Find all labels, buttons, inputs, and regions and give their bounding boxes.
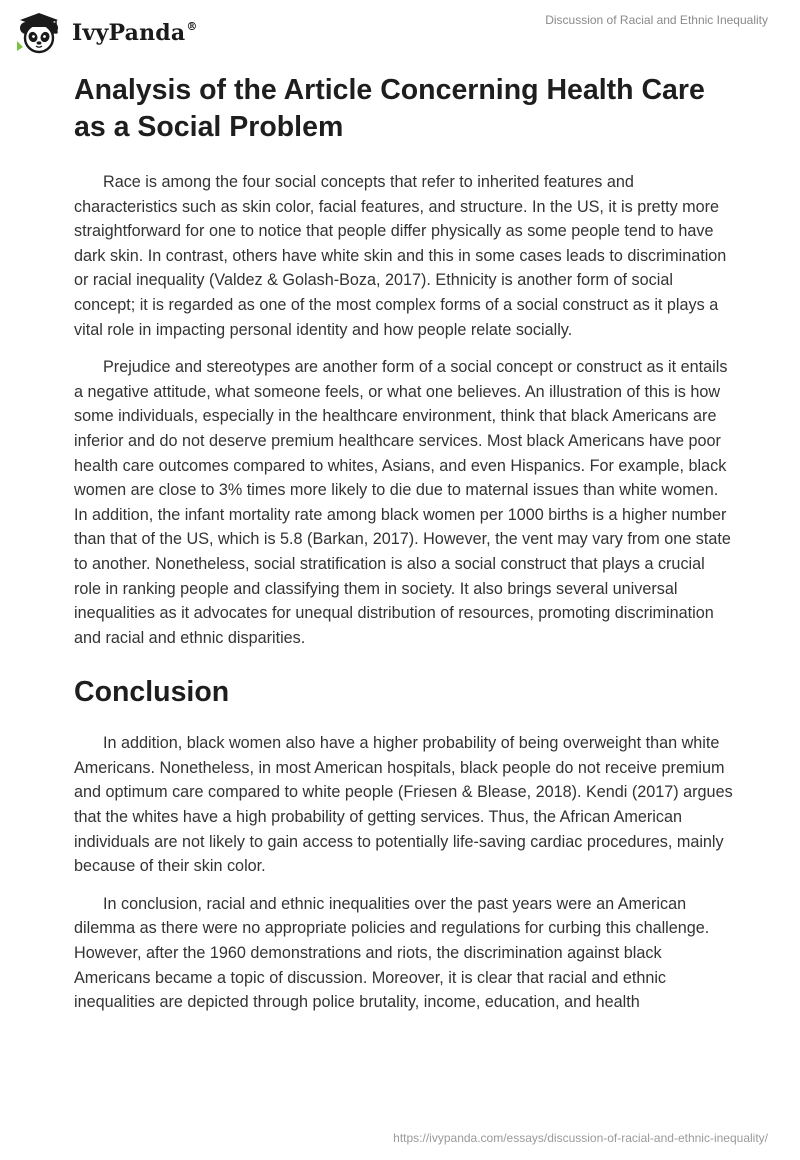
conclusion-paragraph: In addition, black women also have a higher probability of being overweight than white Americans. Nonetheless, in most American hospitals, black people do not receive premium and optimum care compared to white people (Friesen & Blease, 2018). Kendi (2017) argues that the whites have a high probability of getting services. Thus, the African American individuals are not likely to gain access to potentially life-saving cardiac procedures, mainly because of their skin color. — [74, 734, 733, 876]
brand-logo[interactable] — [14, 10, 198, 56]
brand-name — [72, 20, 198, 46]
running-title: Discussion of Racial and Ethnic Inequality — [545, 13, 768, 27]
conclusion-paragraph: In conclusion, racial and ethnic inequalities over the past years were an American dilemma as there were no appropriate policies and regulations for curbing this challenge. However, after the 1960 demonstrations and riots, the discrimination against black Americans became a topic of discussion. Moreover, it is clear that racial and ethnic inequalities are depicted through police brutality, income, education, and health — [74, 894, 710, 1012]
article-title: Analysis of the Article Concerning Health Care as a Social Problem — [74, 74, 705, 143]
registered-mark: ® — [186, 19, 198, 33]
conclusion-heading: Conclusion — [74, 676, 230, 709]
body-paragraph: Prejudice and stereotypes are another form of a social concept or construct as it entails a negative attitude, what someone feels, or what one believes. An illustration of this is how some individuals, especially in the healthcare environment, think that black Americans are inferior and do not deserve premium healthcare services. Most black Americans have poor health care outcomes compared to whites, Asians, and even Hispanics. For example, black women are close to 3% times more likely to die due to maternal issues than white women. In addition, the infant mortality rate among black women per 1000 births is a higher number than that of the US, which is 5.8 (Barkan, 2017). However, the vent may vary from one state to another. Nonetheless, social stratification is also a social construct that plays a crucial role in ranking people and classifying them in society. It also brings several universal inequalities as it advocates for unequal distribution of resources, promoting discrimination and racial and ethnic disparities. — [74, 358, 731, 647]
panda-graduate-logo-icon — [14, 11, 66, 55]
body-paragraph: Race is among the four social concepts that refer to inherited features and characteristics such as skin color, facial features, and structure. In the US, it is pretty more straightforward for one to notice that people differ physically as some people tend to have dark skin. In contrast, others have white skin and this in some cases leads to discrimination or racial inequality (Valdez & Golash-Boza, 2017). Ethnicity is another form of social concept; it is regarded as one of the most complex forms of a social construct as it plays a vital role in impacting personal identity and how people relate socially. — [74, 173, 727, 339]
article-body — [74, 72, 734, 1015]
source-url[interactable]: https://ivypanda.com/essays/discussion-of-racial-and-ethnic-inequality/ — [393, 1131, 768, 1145]
brand-name-text: IvyPanda — [72, 20, 186, 46]
